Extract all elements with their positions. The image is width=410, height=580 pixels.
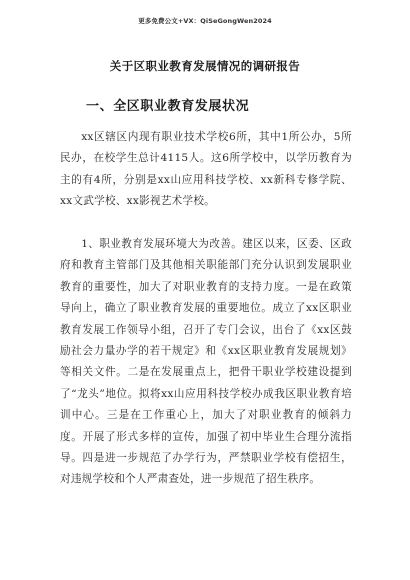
- header-note: 更多免费公文+VX：QiSeGongWen2024: [138, 17, 272, 25]
- document-title: 关于区职业教育发展情况的调研报告: [109, 59, 301, 73]
- section-heading: 一、全区职业教育发展状况: [86, 99, 250, 114]
- paragraph: xx区辖区内现有职业技术学校6所，其中1所公办，5所民办，在校学生总计4115人。这6所学校中，以学历教育为主的有4所，分别是xx山应用科技学校、xx新科专修学院、xx文武学校、xx影视艺术学校。: [60, 131, 352, 208]
- paragraph: 1、职业教育发展环境大为改善。建区以来，区委、区政府和教育主管部门及其他相关职能部门充分认识到发展职业教育的重要性，加大了对职业教育的支持力度。一是在政策导向上，确立了职业教育发展的重要地位。成立了xx区职业教育发展工作领导小组，召开了专门会议，出台了《xx区鼓励社会力量办学的若干规定》和《xx区职业教育发展规划》等相关文件。二是在发展重点上，把骨干职业学校建设提到了“龙头”地位。拟将xx山应用科技学校办成我区职业教育培训中心。三是在工作重心上，加大了对职业教育的倾斜力度。开展了形式多样的宣传，加强了初中毕业生合理分流指导。四是进一步规范了办学行为，严禁职业学校有偿招生，对违规学校和个人严肃查处，进一步规范了招生秩序。: [60, 238, 352, 486]
